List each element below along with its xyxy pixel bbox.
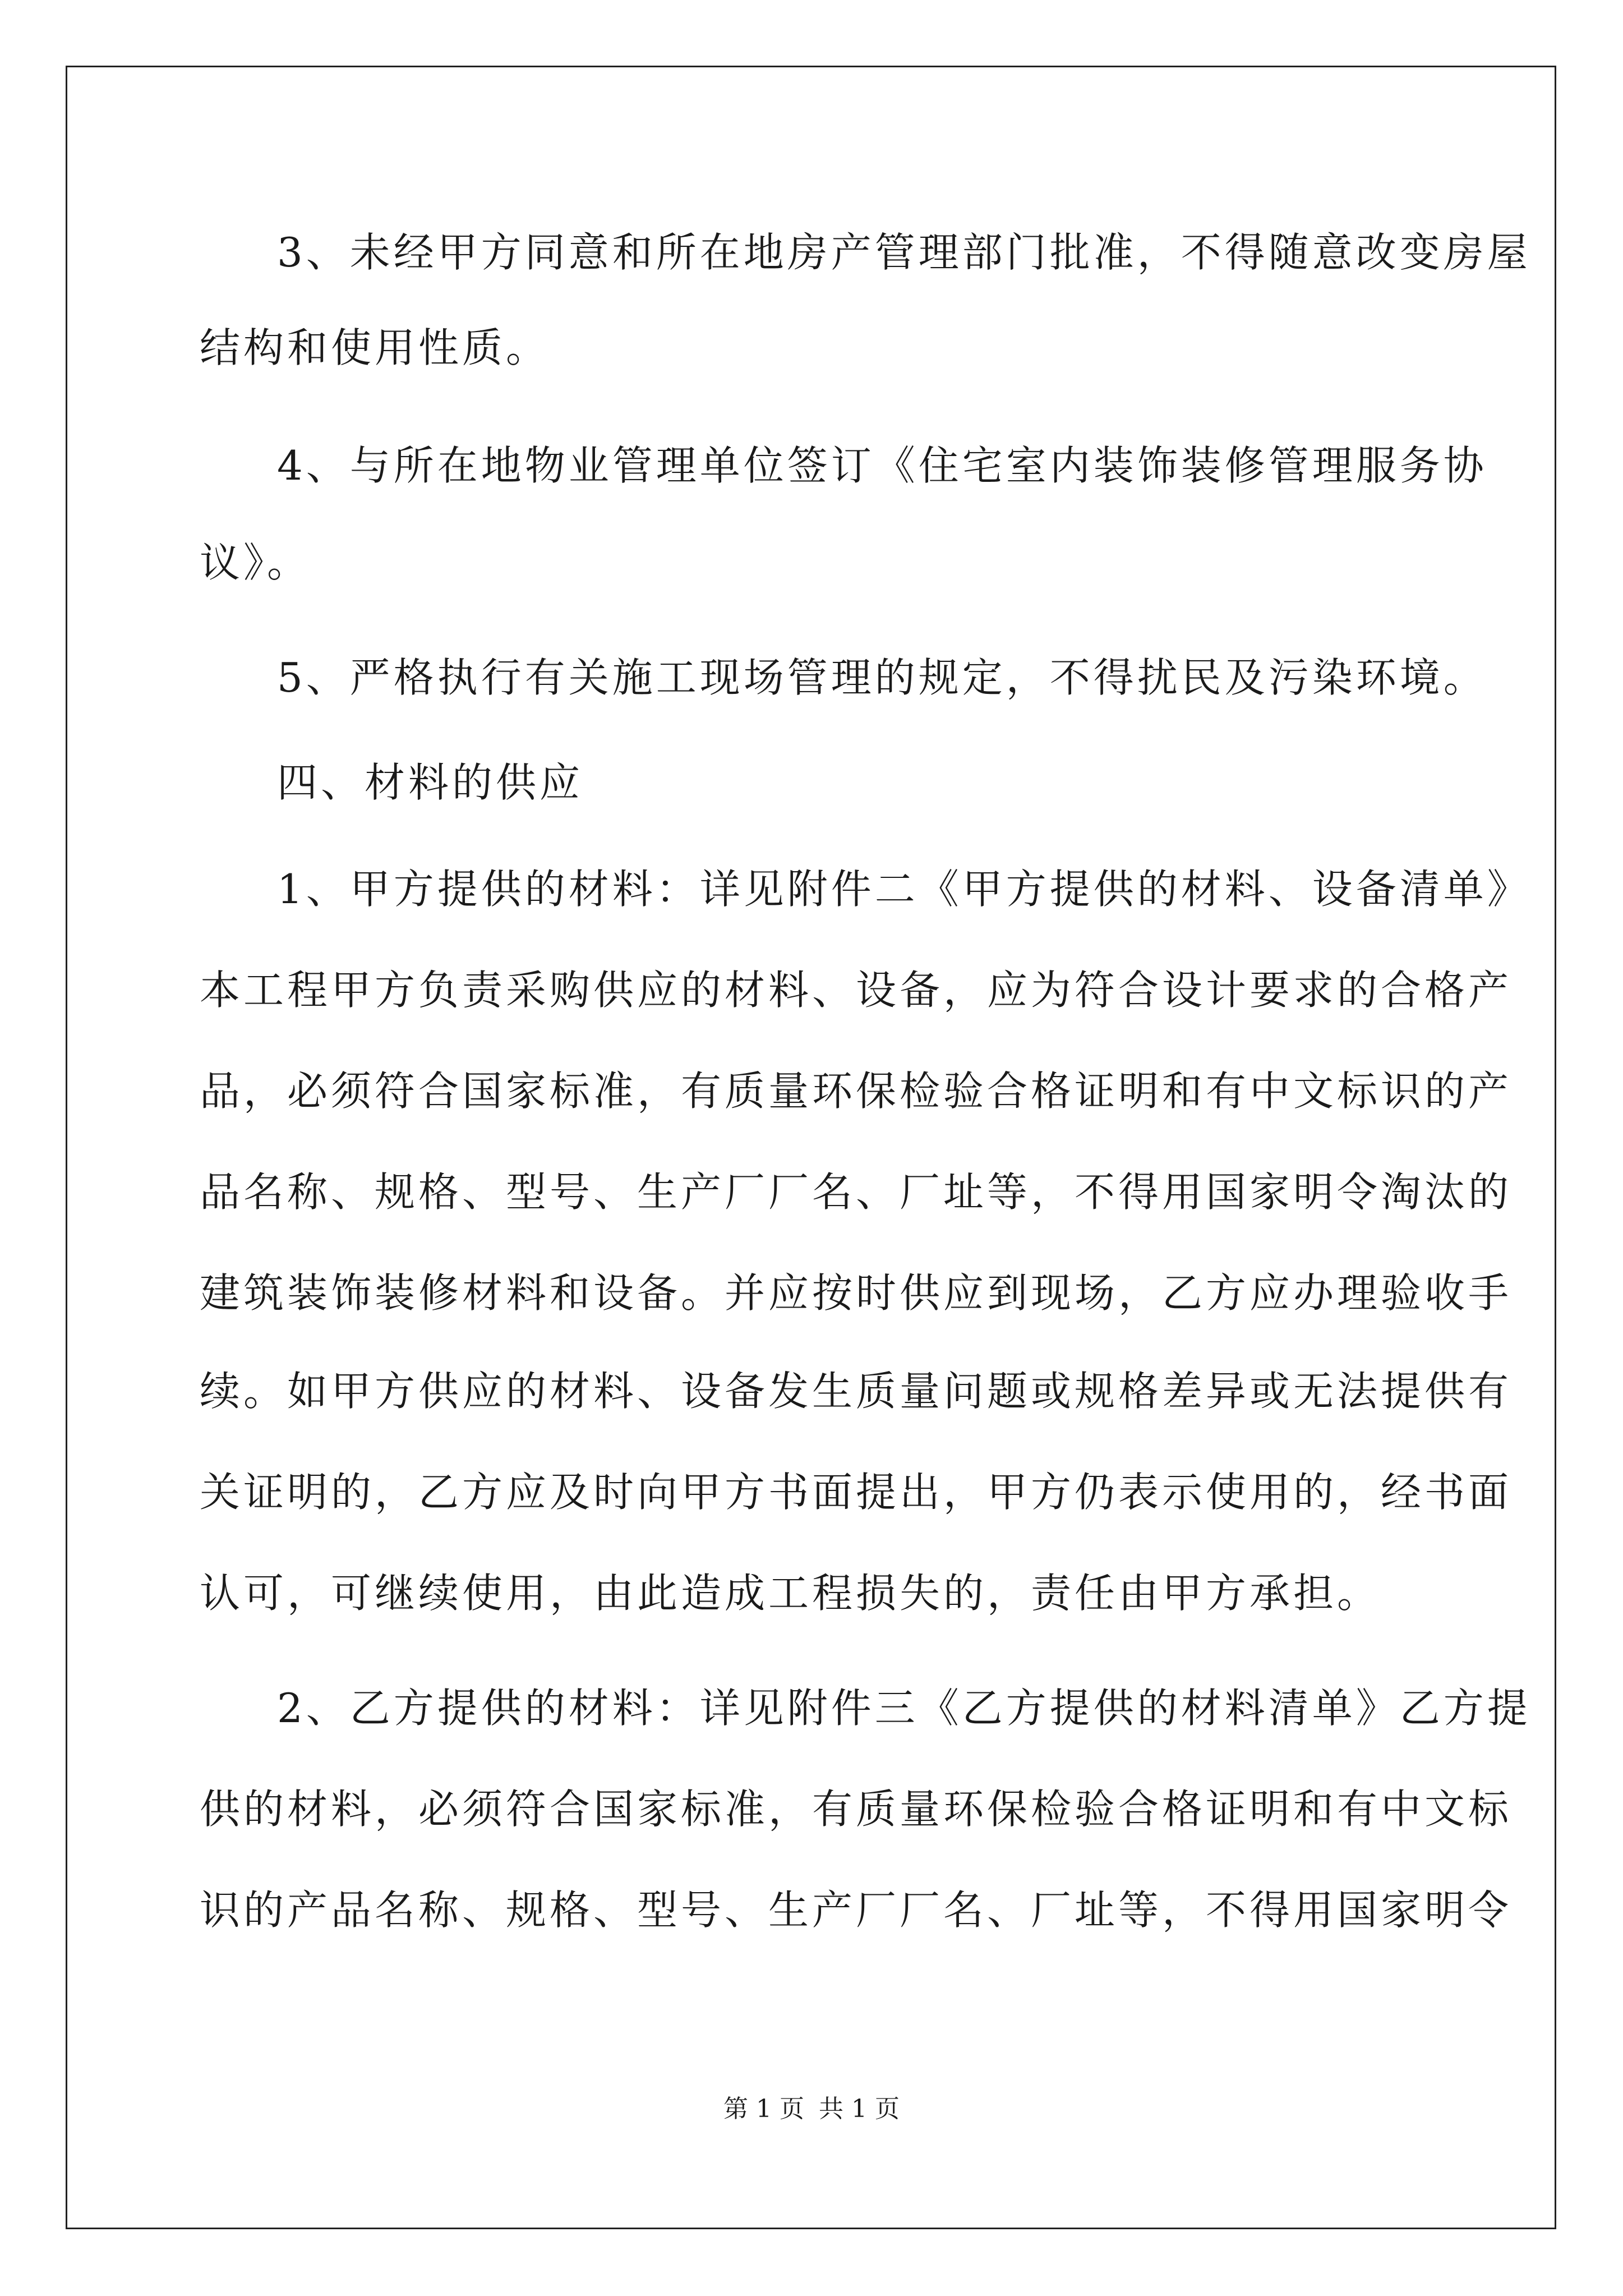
text-line: 供的材料，必须符合国家标准，有质量环保检验合格证明和有中文标 xyxy=(200,1786,1513,1833)
page-number: 第 1 页 xyxy=(723,2095,804,2123)
text-line: 议》。 xyxy=(200,539,311,586)
text-line: 4、与所在地物业管理单位签订《住宅室内装饰装修管理服务协 xyxy=(277,442,1487,489)
text-line: 续。如甲方供应的材料、设备发生质量问题或规格差异或无法提供有 xyxy=(200,1368,1513,1415)
text-line: 建筑装饰装修材料和设备。并应按时供应到现场，乙方应办理验收手 xyxy=(200,1269,1513,1317)
text-line: 品，必须符合国家标准，有质量环保检验合格证明和有中文标识的产 xyxy=(200,1068,1513,1115)
text-line: 识的产品名称、规格、型号、生产厂厂名、厂址等，不得用国家明令 xyxy=(200,1887,1513,1934)
text-line: 2、乙方提供的材料：详见附件三《乙方提供的材料清单》乙方提 xyxy=(277,1685,1531,1732)
page-total: 共 1 页 xyxy=(819,2095,900,2123)
text-line: 本工程甲方负责采购供应的材料、设备，应为符合设计要求的合格产 xyxy=(200,967,1513,1014)
text-line: 5、严格执行有关施工现场管理的规定，不得扰民及污染环境。 xyxy=(277,654,1487,701)
text-line: 关证明的，乙方应及时向甲方书面提出，甲方仍表示使用的，经书面 xyxy=(200,1469,1513,1516)
text-line: 1、甲方提供的材料：详见附件二《甲方提供的材料、设备清单》 xyxy=(277,866,1531,913)
section-heading: 四、材料的供应 xyxy=(277,759,584,806)
page-footer xyxy=(0,2092,1623,2126)
text-line: 品名称、规格、型号、生产厂厂名、厂址等，不得用国家明令淘汰的 xyxy=(200,1168,1513,1216)
text-line: 3、未经甲方同意和所在地房产管理部门批准，不得随意改变房屋 xyxy=(277,229,1531,276)
text-line: 认可，可继续使用，由此造成工程损失的，责任由甲方承担。 xyxy=(200,1570,1381,1617)
text-line: 结构和使用性质。 xyxy=(200,324,550,371)
